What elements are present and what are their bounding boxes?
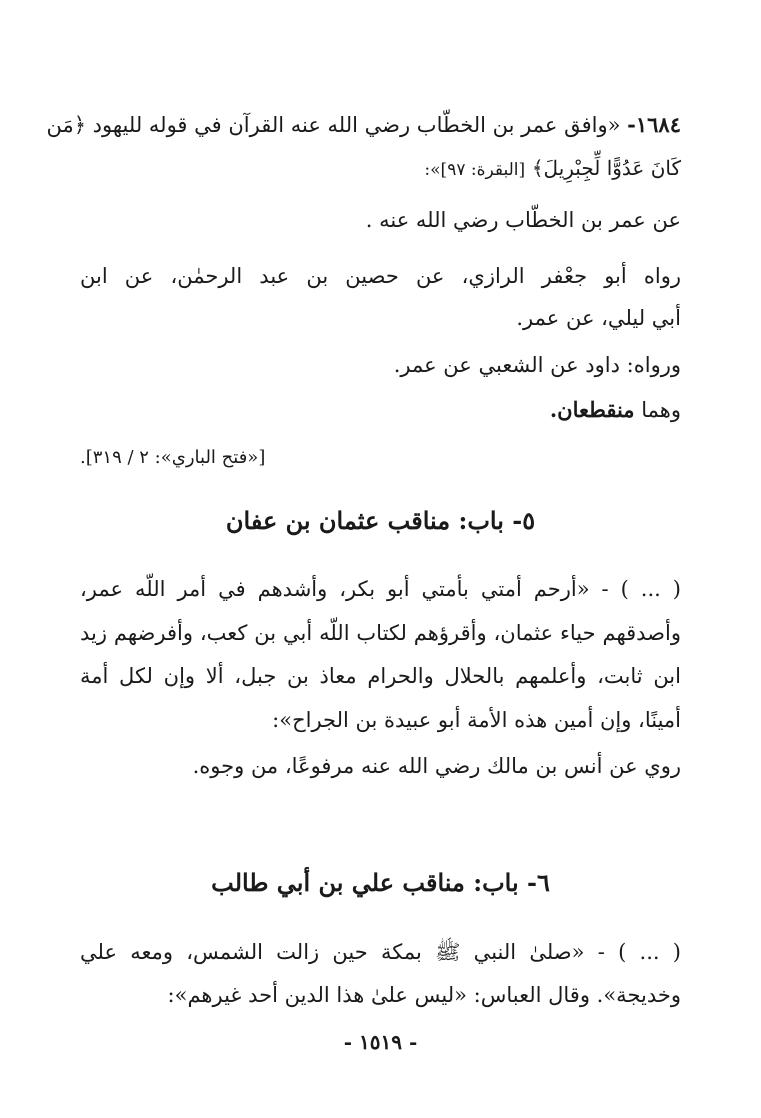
verdict-line <box>80 398 681 422</box>
chapter-5-heading: ٥- باب: مناقب عثمان بن عفان <box>225 506 536 535</box>
chapter-6-line-1: ( ... ) - «صلىٰ النبي ﷺ بمكة حين زالت الشمس، ومعه علي <box>80 940 681 964</box>
quran-reference: [البقرة: ٩٧]»: <box>424 160 526 180</box>
hadith-number: ١٦٨٤- <box>627 112 681 137</box>
source-reference: [«فتح الباري»: ٢ / ٣١٩]. <box>80 447 266 468</box>
hadith-text: «وافق عمر بن الخطّاب رضي الله عنه القرآن في قوله لليهود ﴿مَن <box>46 113 621 137</box>
verdict-prefix: وهما <box>641 398 681 422</box>
chapter-5-line-2: وأصدقهم حياء عثمان، وأقرؤهم لكتاب اللّه أبي بن كعب، وأفرضهم زيد <box>80 621 681 645</box>
riwaya-1-line-a: رواه أبو جعْفر الرازي، عن حصين بن عبد الرحمٰن، عن ابن <box>80 264 681 288</box>
verdict-bold: منقطعان. <box>549 397 635 422</box>
riwaya-2-line: ورواه: داود عن الشعبي عن عمر. <box>393 353 681 377</box>
chapter-6-heading: ٦- باب: مناقب علي بن أبي طالب <box>211 868 550 897</box>
chapter-5-line-1: ( ... ) - «أرحم أمتي بأمتي أبو بكر، وأشدهم في أمر اللّه عمر، <box>80 577 681 601</box>
quran-verse: كَانَ عَدُوًّا لِّجِبْرِيلَ﴾ <box>531 156 681 180</box>
chapter-5-line-3: ابن ثابت، وأعلمهم بالحلال والحرام معاذ بن جبل، ألا وإن لكل أمة <box>80 664 681 688</box>
chapter-5-line-4: أمينًا، وإن أمين هذه الأمة أبو عبيدة بن الجراح»: <box>272 708 681 732</box>
narrator-line: عن عمر بن الخطّاب رضي الله عنه . <box>365 208 681 232</box>
hadith-1684-line-1 <box>46 112 681 137</box>
riwaya-1-line-b: أبي ليلي، عن عمر. <box>516 306 681 330</box>
page-number: - ١٥١٩ - <box>343 1030 418 1054</box>
chapter-6-line-2: وخديجة». وقال العباس: «ليس علىٰ هذا الدين أحد غيرهم»: <box>167 983 681 1007</box>
hadith-1684-line-2 <box>80 156 681 182</box>
chapter-5-line-5: روي عن أنس بن مالك رضي الله عنه مرفوعًا، من وجوه. <box>192 754 681 778</box>
